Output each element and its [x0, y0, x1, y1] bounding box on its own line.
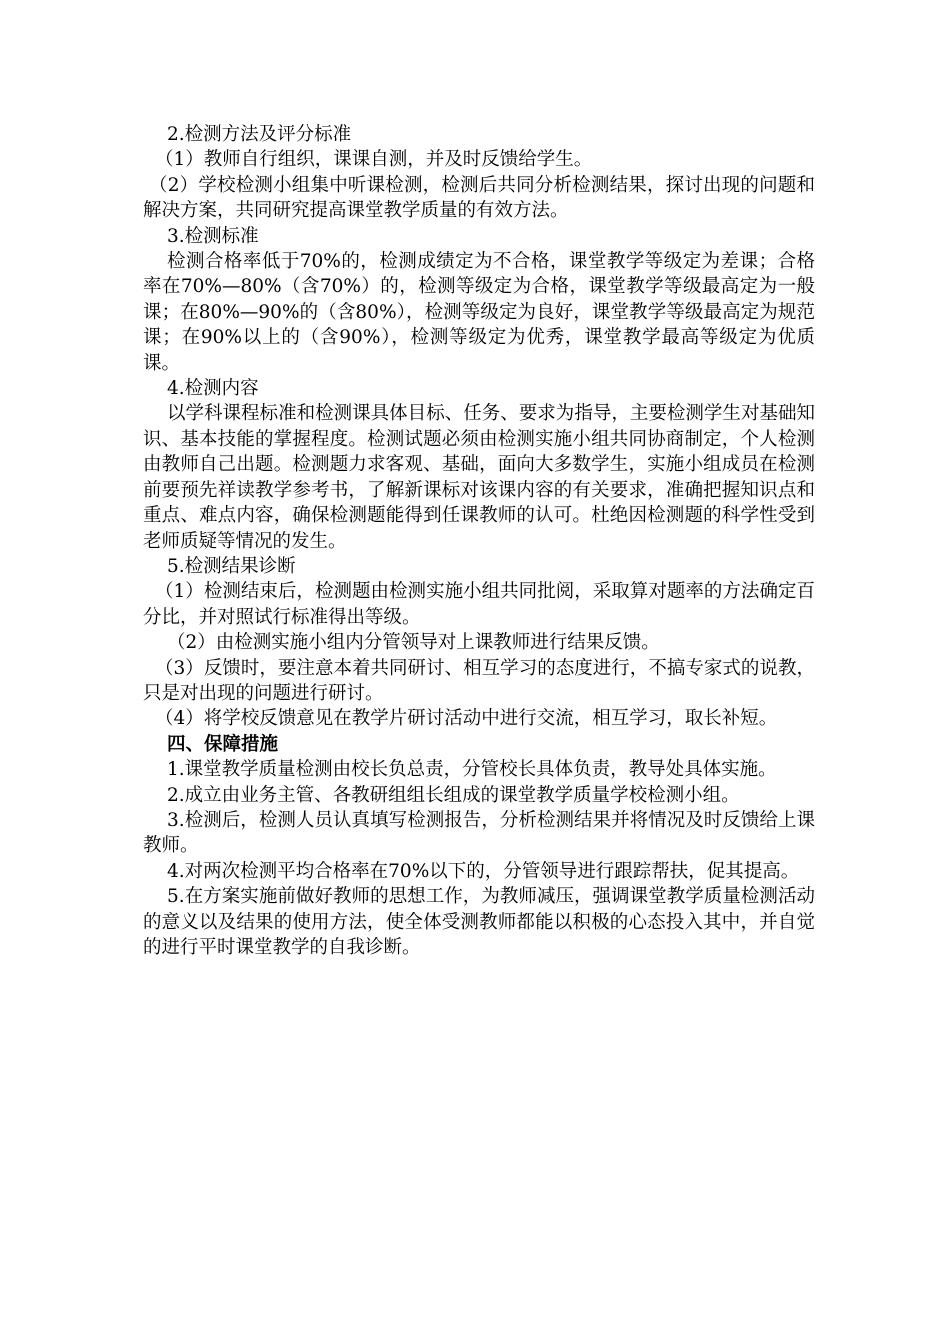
paragraph-safeguard-3: 3.检测后，检测人员认真填写检测报告，分析检测结果并将情况及时反馈给上课教师。: [143, 809, 815, 857]
paragraph-safeguard-4: 4.对两次检测平均合格率在70%以下的，分管领导进行跟踪帮扶，促其提高。: [167, 860, 800, 882]
subheading-content: 4.检测内容: [167, 378, 259, 400]
paragraph-diagnosis-2: （2）由检测实施小组内分管领导对上课教师进行结果反馈。: [167, 632, 660, 654]
section-heading-safeguards: 四、保障措施: [167, 733, 279, 755]
subheading-standard: 3.检测标准: [167, 225, 259, 247]
document-page: [143, 122, 815, 960]
paragraph-standard: 检测合格率低于70%的，检测成绩定为不合格，课堂教学等级定为差课；合格率在70%—80%（含70%）的，检测等级定为合格，课堂教学等级最高定为一般课；在80%—90%的（含80%），检测等级定为良好，课堂教学等级最高定为规范课；在90%以上的（含90%），检测等级定为优秀，课堂教学最高等级定为优质课。: [143, 251, 815, 374]
paragraph-safeguard-2: 2.成立由业务主管、各教研组组长组成的课堂教学质量学校检测小组。: [167, 784, 740, 806]
paragraph-safeguard-1: 1.课堂教学质量检测由校长负总责，分管校长具体负责，教导处具体实施。: [167, 759, 777, 781]
subheading-diagnosis: 5.检测结果诊断: [167, 555, 296, 577]
paragraph-diagnosis-4: （4）将学校反馈意见在教学片研讨活动中进行交流，相互学习，取长补短。: [155, 708, 778, 730]
paragraph-method-1: （1）教师自行组织，课课自测，并及时反馈给学生。: [155, 149, 593, 171]
paragraph-diagnosis-3: （3）反馈时，要注意本着共同研讨、相互学习的态度进行，不搞专家式的说教，只是对出现的问题进行研讨。: [143, 657, 815, 704]
paragraph-safeguard-5: 5.在方案实施前做好教师的思想工作，为教师减压，强调课堂教学质量检测活动的意义以及结果的使用方法，使全体受测教师都能以积极的心态投入其中，并自觉的进行平时课堂教学的自我诊断。: [143, 886, 815, 958]
paragraph-diagnosis-1: （1）检测结束后，检测题由检测实施小组共同批阅，采取算对题率的方法确定百分比，并对照试行标准得出等级。: [143, 581, 815, 628]
subheading-method: 2.检测方法及评分标准: [167, 124, 352, 145]
paragraph-method-2: （2）学校检测小组集中听课检测，检测后共同分析检测结果，探讨出现的问题和解决方案，共同研究提高课堂教学质量的有效方法。: [143, 174, 815, 222]
paragraph-content: 以学科课程标准和检测课具体目标、任务、要求为指导，主要检测学生对基础知识、基本技能的掌握程度。检测试题必须由检测实施小组共同协商制定，个人检测由教师自己出题。检测题力求客观、基础，面向大多数学生，实施小组成员在检测前要预先祥读教学参考书，了解新课标对该课内容的有关要求，准确把握知识点和重点、难点内容，确保检测题能得到任课教师的认可。杜绝因检测题的科学性受到老师质疑等情况的发生。: [143, 403, 815, 552]
